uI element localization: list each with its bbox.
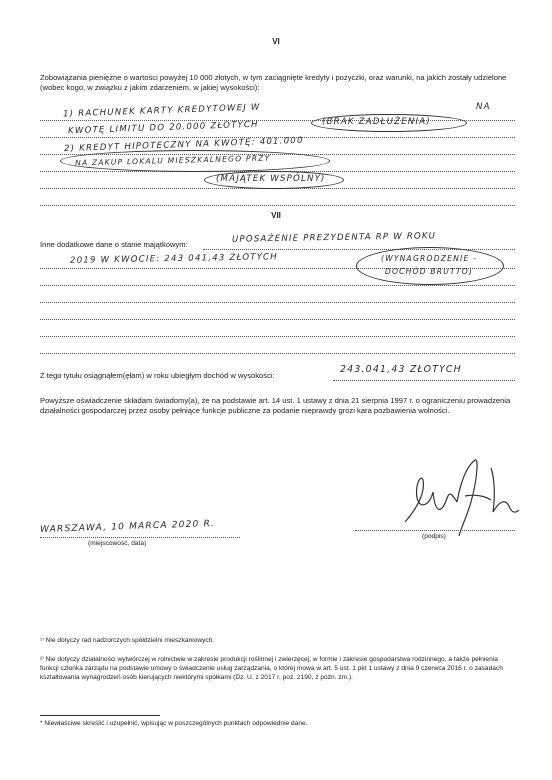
vi-hw-line-2b: (BRAK ZADŁUŻENIA) <box>322 117 431 127</box>
signature-caption: (podpis) <box>422 533 446 540</box>
footnote-1: ¹⁾ Nie dotyczy rad nadzorczych spółdzielni mieszkaniowych. <box>40 637 215 644</box>
footnote-separator <box>40 715 160 716</box>
footnote-3: * Niewłaściwe skreślić i uzupełnić, wpisując w poszczególnych punktach odpowiednie dane. <box>40 720 308 727</box>
income-value: 243.041,43 ZŁOTYCH <box>340 364 462 375</box>
declaration-text: Powyższe oświadczenie składam świadomy(a), że na podstawie art. 14 ust. 1 ustawy z dnia 21 sierpnia 1997 r. o ograniczeniu prowadzenia działalności gospodarczej przez osoby pełniące funkcje publiczne za podanie nieprawdy grozi kara pozbawienia wolności. <box>40 396 511 415</box>
section-vi-heading: VI <box>272 37 280 46</box>
section-vi-question: Zobowiązania pieniężne o wartości powyżej 10 000 złotych, w tym zaciągnięte kredyty i pożyczki, oraz warunki, na jakich zostały udzielone (wobec kogo, w związku z jakim zdarzeniem, w jakiej wysokości): <box>40 73 507 92</box>
vii-hw-line-2: 2019 W KWOCIE: 243 041,43 ZŁOTYCH <box>69 252 278 266</box>
vi-hw-line-1b: NA <box>476 102 491 112</box>
vi-hw-line-4: NA ZAKUP LOKALU MIESZKALNEGO PRZY <box>74 153 271 168</box>
section-vii-question: Inne dodatkowe dane o stanie majątkowym: <box>40 240 188 249</box>
vi-hw-line-2: KWOTĘ LIMITU DO 20.000 ZŁOTYCH <box>67 119 259 137</box>
vi-hw-line-3: 2) KREDYT HIPOTECZNY NA KWOTĘ: 401.000 <box>63 135 304 155</box>
place-date-handwritten: WARSZAWA, 10 MARCA 2020 R. <box>39 518 216 536</box>
footnote-2: ²⁾ Nie dotyczy działalności wytwórczej w rolnictwie w zakresie produkcji roślinnej i zwierzęcej, w formie i zakresie gospodarstwa rodzinnego, a także pełnienia funkcji członka zarządu na podstawie umowy o świadczenie usług zarządzania, o której mowa w art. 5 ust. 1 pkt 1 ustawy z dnia 9 czerwca 2016 r. o zasadach kształtowania wynagrodzeń osób kierujących niektórymi spółkami (Dz. U. z 2017 r. poz. 2190, z późn. zm.). <box>40 656 503 681</box>
vi-oval-2 <box>60 150 330 172</box>
place-date-caption: (miejscowość, data) <box>88 540 147 547</box>
section-vii-heading: VII <box>271 211 281 220</box>
vi-hw-line-1: 1) RACHUNEK KARTY KREDYTOWEJ W <box>62 102 261 120</box>
vii-hw-line-3: (WYNAGRODZENIE - DOCHÓD BRUTTO) <box>380 254 478 276</box>
vi-hw-line-5: (MAJĄTEK WSPÓLNY) <box>216 174 326 184</box>
income-label: Z tego tytułu osiągnąłem(ęłam) w roku ubiegłym dochód w wysokości: <box>40 371 275 380</box>
vii-hw-line-1: UPOSAŻENIE PREZYDENTA RP W ROKU <box>231 231 437 245</box>
